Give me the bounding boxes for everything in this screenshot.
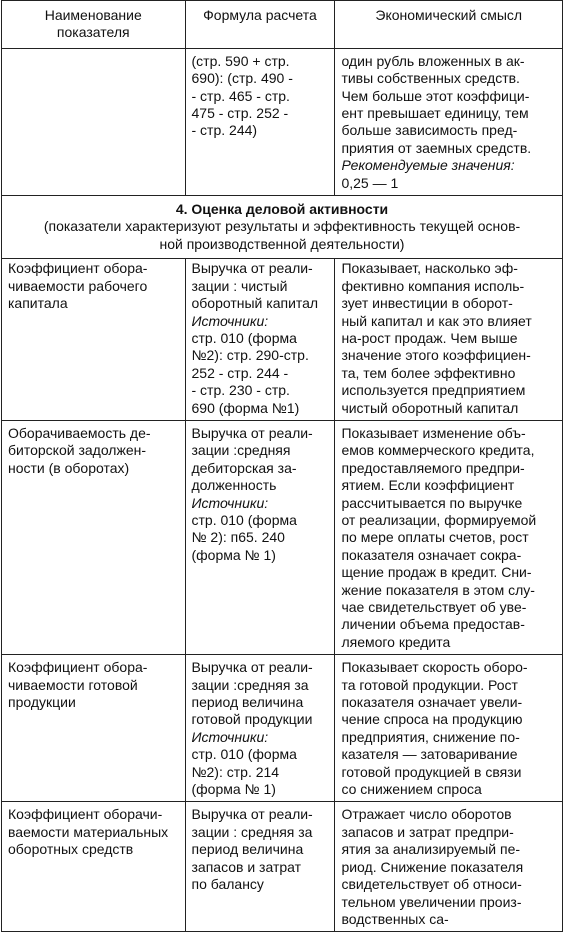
indicator-name-cell — [2, 48, 186, 195]
meaning-cell: Отражает число оборотов запасов и затрат предпри- ятия за анализируемый пе- риод. Снижение показателя свидетельствует об относи- тельном увеличении произ- водственных са- — [335, 802, 563, 932]
header-formula: Формула расчета — [185, 1, 335, 49]
formula-cell: Выручка от реали- зации :средняя за период величина готовой продукции Источники: стр. 010 (форма №2): стр. 214 (форма № 1) — [185, 655, 335, 802]
indicators-table — [1, 0, 563, 932]
header-name: Наименование показателя — [2, 1, 186, 49]
table-header — [2, 1, 563, 49]
meaning-cell: Показывает изменение объ- емов коммерческого кредита, предоставляемого предпри- ятием. Если коэффициент рассчитывается по выручке от реализации, формируемой по мере оплаты счетов, рост показателя означает сокра- щение продаж в кредит. Сни- жение показателя в этом слу- чае свидетельствует об уве- личении объема предостав- ляемого кредита — [335, 420, 563, 654]
indicator-name-cell: Коэффициент обора- чиваемости рабочего капитала — [2, 259, 186, 421]
meaning-cell: Показывает скорость оборо- та готовой продукции. Рост показателя означает увели- чение спроса на продукцию предприятия, снижение по- казателя — затоваривание готовой продукцией в связи со снижением спроса — [335, 655, 563, 802]
formula-cell: (стр. 590 + стр. 690): (стр. 490 - - стр. 465 - стр. 475 - стр. 252 - - стр. 244) — [185, 48, 335, 195]
section-title: 4. Оценка деловой активности — [175, 201, 389, 218]
table-row — [2, 259, 563, 421]
table-row — [2, 48, 563, 195]
header-meaning: Экономический смысл — [335, 1, 563, 49]
formula-cell: Выручка от реали- зации : чистый оборотный капитал Источники: стр. 010 (форма №2): стр. 290-стр. 252 - стр. 244 - - стр. 230 - стр. 690 (форма №1) — [185, 259, 335, 421]
table-row — [2, 420, 563, 654]
indicator-name-cell: Коэффициент обора- чиваемости готовой продукции — [2, 655, 186, 802]
sources-label: Источники: — [191, 494, 269, 511]
section-row — [2, 196, 563, 259]
sources-label: Источники: — [191, 312, 269, 329]
formula-cell: Выручка от реали- зации : средняя за период величина запасов и затрат по балансу — [185, 802, 335, 932]
meaning-cell: Показывает, насколько эф- фективно компания исполь- зует инвестиции в оборот- ный капитал и как это влияет на-рост продаж. Чем выше значение этого коэффициен- та, тем более эффективно используется предприятием чистый оборотный капитал — [335, 259, 563, 421]
table-row — [2, 655, 563, 802]
recommended-label: Рекомендуемые значения: — [341, 157, 515, 174]
section-heading: 4. Оценка деловой активности (показатели характеризуют результаты и эффективность текущей основ- ной производственной деятельности) — [2, 196, 563, 259]
indicator-name-cell: Оборачиваемость де- биторской задолжен- ности (в оборотах) — [2, 420, 186, 654]
recommended-range: 0,25 — 1 — [341, 174, 399, 191]
indicator-name-cell: Коэффициент оборачи- ваемости материальных оборотных средств — [2, 802, 186, 932]
meaning-cell: один рубль вложенных в ак- тивы собственных средств. Чем больше этот коэффици- ент превышает единицу, тем больше зависимость пред- приятия от заемных средств. Рекомендуемые значения: 0,25 — 1 — [335, 48, 563, 195]
formula-cell: Выручка от реали- зации :средняя дебиторская за- долженность Источники: стр. 010 (форма № 2): п65. 240 (форма № 1) — [185, 420, 335, 654]
sources-label: Источники: — [191, 728, 269, 745]
table-row — [2, 802, 563, 932]
